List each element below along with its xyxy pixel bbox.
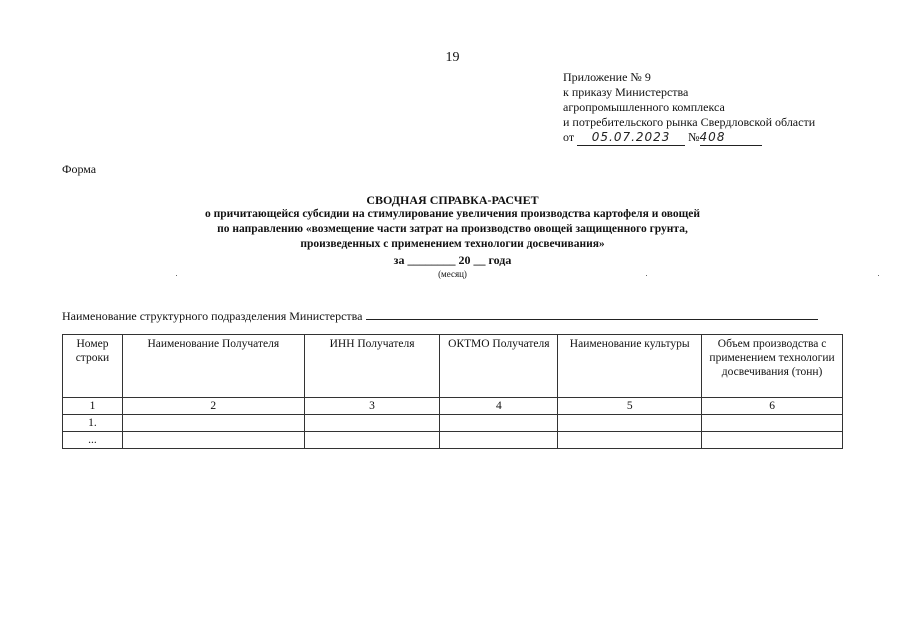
document-subtitle-line-3: произведенных с применением технологии досвечивания» bbox=[300, 238, 605, 250]
structural-unit-line bbox=[62, 309, 818, 324]
table-cell: ... bbox=[63, 432, 123, 449]
table-cell[interactable] bbox=[304, 415, 440, 432]
handwritten-number bbox=[700, 130, 762, 146]
form-label: Форма bbox=[62, 162, 97, 176]
column-number-row bbox=[63, 398, 843, 415]
scan-dot bbox=[878, 275, 879, 276]
handwritten-number-text: 408 bbox=[699, 130, 726, 144]
table-row bbox=[63, 432, 843, 449]
column-number-cell: 4 bbox=[440, 398, 558, 415]
table-cell[interactable] bbox=[702, 432, 843, 449]
date-prefix: от bbox=[563, 130, 575, 144]
table-header-row bbox=[63, 335, 843, 398]
document-subtitle-line-1: о причитающейся субсидии на стимулирование увеличения производства картофеля и овощей bbox=[204, 208, 701, 220]
column-number-cell: 1 bbox=[63, 398, 123, 415]
table-cell[interactable] bbox=[304, 432, 440, 449]
appendix-block bbox=[563, 70, 815, 146]
structural-unit-field[interactable] bbox=[366, 309, 818, 320]
table-cell[interactable] bbox=[122, 415, 304, 432]
table-cell[interactable] bbox=[122, 432, 304, 449]
appendix-line-4: и потребительского рынка Свердловской области bbox=[563, 115, 816, 129]
header-cell: ИНН Получателя bbox=[304, 335, 440, 398]
number-prefix: № bbox=[688, 130, 700, 144]
header-cell: Наименование Получателя bbox=[122, 335, 304, 398]
column-number-cell: 2 bbox=[122, 398, 304, 415]
header-cell: ОКТМО Получателя bbox=[440, 335, 558, 398]
column-number-cell: 6 bbox=[702, 398, 843, 415]
table-cell[interactable] bbox=[440, 432, 558, 449]
document-title: СВОДНАЯ СПРАВКА-РАСЧЕТ bbox=[366, 193, 539, 207]
column-number-cell: 5 bbox=[558, 398, 702, 415]
document-subtitle-line-2: по направлению «возмещение части затрат на производство овощей защищенного грунта, bbox=[217, 223, 688, 235]
table-cell[interactable] bbox=[558, 432, 702, 449]
page-number: 19 bbox=[445, 50, 460, 65]
column-number-cell: 3 bbox=[304, 398, 440, 415]
month-hint: (месяц) bbox=[438, 269, 467, 279]
header-cell: Объем производства с применением технологии досвечивания (тонн) bbox=[702, 335, 843, 398]
appendix-line-1: Приложение № 9 bbox=[563, 70, 651, 84]
scan-dot bbox=[176, 275, 177, 276]
header-cell: Наименование культуры bbox=[558, 335, 702, 398]
handwritten-date-text: 05.07.2023 bbox=[591, 130, 671, 144]
summary-table bbox=[62, 334, 843, 449]
scan-dot bbox=[646, 275, 647, 276]
table-cell[interactable] bbox=[702, 415, 843, 432]
appendix-date-line bbox=[563, 130, 815, 146]
period-line: за ________ 20 __ года bbox=[393, 253, 512, 267]
table-cell: 1. bbox=[63, 415, 123, 432]
table-row bbox=[63, 415, 843, 432]
table-cell[interactable] bbox=[558, 415, 702, 432]
header-cell: Номер строки bbox=[63, 335, 123, 398]
appendix-line-3: агропромышленного комплекса bbox=[563, 100, 725, 114]
handwritten-date bbox=[577, 130, 685, 146]
appendix-line-2: к приказу Министерства bbox=[563, 85, 689, 99]
structural-unit-label: Наименование структурного подразделения Министерства bbox=[62, 309, 363, 323]
table-cell[interactable] bbox=[440, 415, 558, 432]
